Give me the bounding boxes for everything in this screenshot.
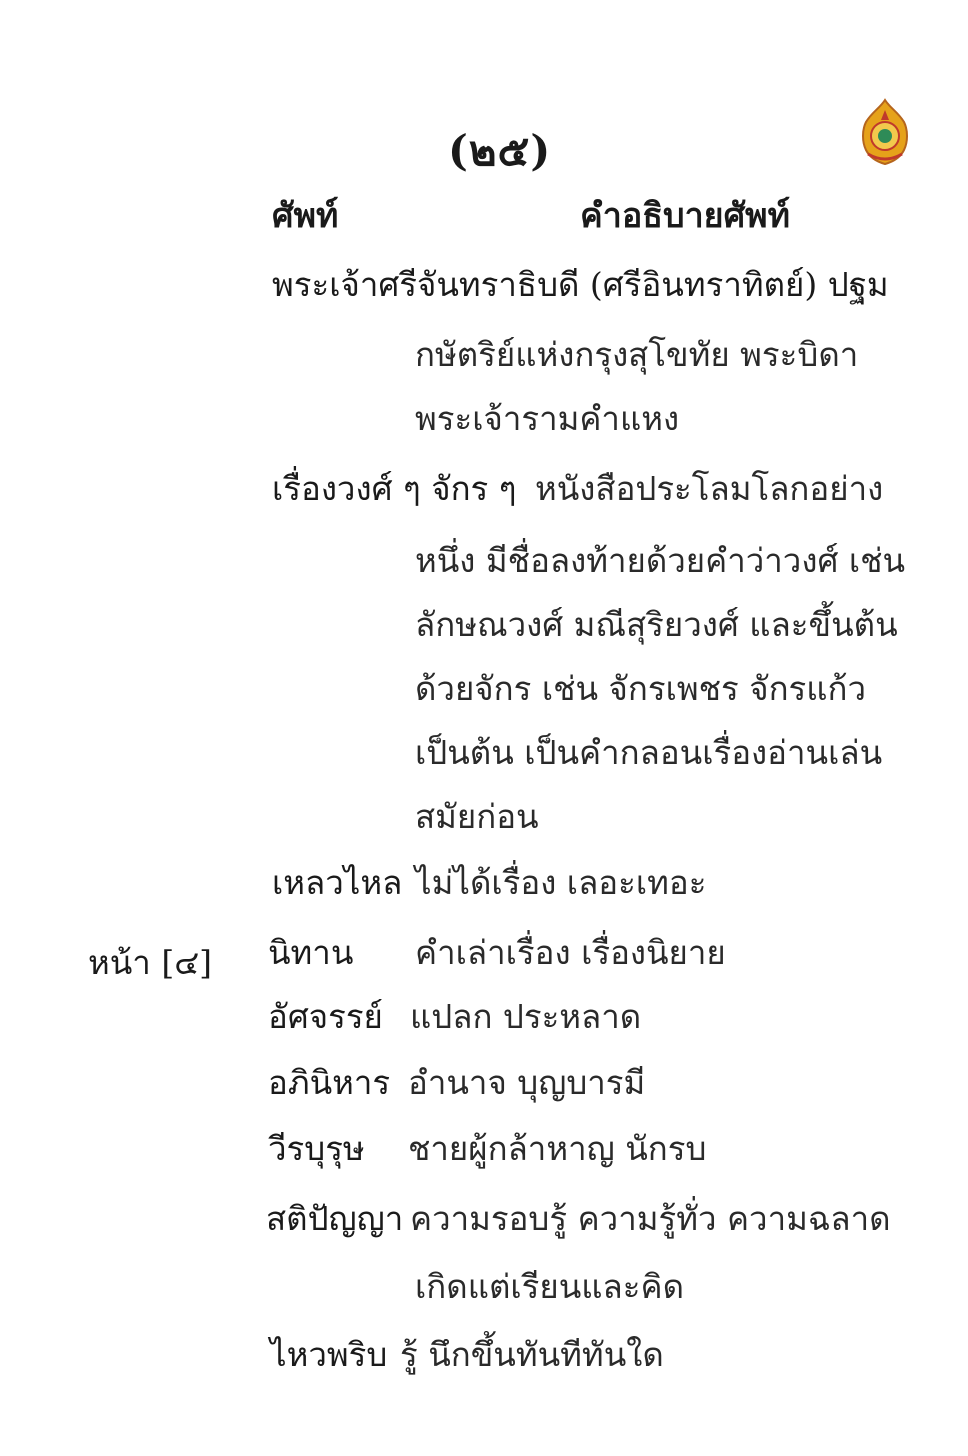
glossary-definition-line: เกิดแต่เรียนและคิด: [415, 1267, 685, 1306]
glossary-definition: แปลก ประหลาด: [410, 997, 642, 1036]
glossary-definition-line: พระเจ้ารามคำแหง: [415, 399, 680, 438]
glossary-term: อัศจรรย์: [268, 997, 383, 1036]
glossary-definition-line: ด้วยจักร เช่น จักรเพชร จักรแก้ว: [415, 669, 867, 708]
glossary-term: พระเจ้าศรีจันทราธิบดี (ศรีอินทราทิตย์) ปฐม: [272, 265, 889, 304]
glossary-definition-line: หนึ่ง มีชื่อลงท้ายด้วยคำว่าวงศ์ เช่น: [415, 541, 906, 580]
page-reference: หน้า [๔]: [88, 943, 213, 982]
glossary-term: อภินิหาร: [268, 1063, 391, 1102]
glossary-definition: ความรอบรู้ ความรู้ทั่ว ความฉลาด: [410, 1199, 891, 1238]
glossary-term: ไหวพริบ: [270, 1335, 388, 1374]
glossary-definition: ไม่ได้เรื่อง เลอะเทอะ: [415, 863, 707, 902]
glossary-definition: คำเล่าเรื่อง เรื่องนิยาย: [415, 933, 726, 972]
glossary-definition: รู้ นึกขึ้นทันทีทันใด: [400, 1335, 664, 1374]
glossary-term: สติปัญญา: [266, 1199, 404, 1238]
glossary-definition: หนังสือประโลมโลกอย่าง: [535, 469, 884, 508]
glossary-term: วีรบุรุษ: [268, 1129, 365, 1168]
glossary-definition: ชายผู้กล้าหาญ นักรบ: [408, 1129, 707, 1168]
glossary-definition-line: กษัตริย์แห่งกรุงสุโขทัย พระบิดา: [415, 335, 859, 374]
glossary-definition: อำนาจ บุญบารมี: [408, 1063, 646, 1102]
glossary-term: เหลวไหล: [272, 863, 403, 902]
column-header-definition: คำอธิบายศัพท์: [580, 196, 791, 236]
page-number: (๒๕): [448, 126, 552, 175]
glossary-definition-line: ลักษณวงศ์ มณีสุริยวงศ์ และขึ้นต้น: [415, 605, 898, 644]
glossary-definition-line: เป็นต้น เป็นคำกลอนเรื่องอ่านเล่น: [415, 733, 883, 772]
column-header-term: ศัพท์: [272, 196, 339, 236]
glossary-term: นิทาน: [268, 933, 354, 972]
glossary-definition-line: สมัยก่อน: [415, 797, 539, 836]
glossary-term: เรื่องวงศ์ ๆ จักร ๆ: [272, 469, 517, 508]
emblem-icon: [860, 98, 910, 166]
